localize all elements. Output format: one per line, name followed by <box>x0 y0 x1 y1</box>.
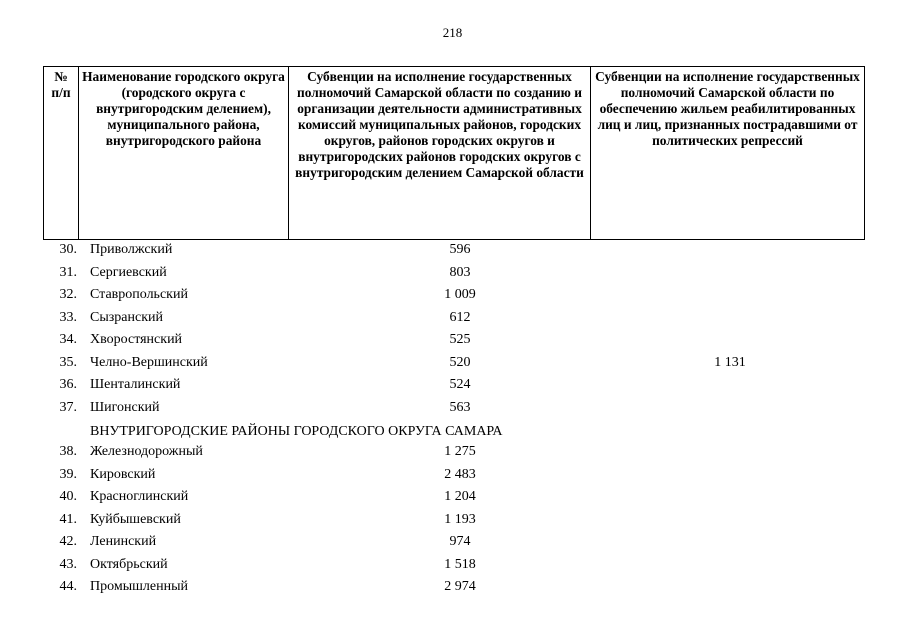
row-name: Куйбышевский <box>90 511 181 527</box>
table-row <box>0 441 905 463</box>
table-row <box>0 374 905 396</box>
table-row <box>0 329 905 351</box>
row-value-commissions: 974 <box>449 534 471 549</box>
row-name: Кировский <box>90 466 156 482</box>
row-name: Шигонский <box>90 399 160 415</box>
row-number: 42. <box>59 534 77 549</box>
section-title: ВНУТРИГОРОДСКИЕ РАЙОНЫ ГОРОДСКОГО ОКРУГА САМАРА <box>90 424 503 439</box>
row-number: 33. <box>59 309 77 325</box>
row-value-commissions: 803 <box>449 264 471 280</box>
row-value-commissions: 520 <box>449 354 471 370</box>
row-value-commissions: 1 275 <box>444 444 476 459</box>
table-header <box>43 66 865 240</box>
row-value-commissions: 563 <box>449 399 471 415</box>
row-value-commissions: 1 193 <box>444 511 476 527</box>
row-name: Челно-Вершинский <box>90 354 208 370</box>
row-number: 35. <box>59 354 77 370</box>
row-number: 31. <box>59 264 77 280</box>
row-number: 38. <box>59 444 77 459</box>
row-number: 32. <box>59 287 77 302</box>
row-value-housing: 1 131 <box>714 354 746 370</box>
table-row <box>0 509 905 531</box>
row-name: Красноглинский <box>90 489 189 504</box>
table-row <box>0 352 905 374</box>
row-value-commissions: 612 <box>449 309 471 325</box>
row-name: Ставропольский <box>90 287 188 302</box>
row-number: 40. <box>59 489 77 504</box>
row-name: Приволжский <box>90 242 173 257</box>
row-value-commissions: 596 <box>449 242 471 257</box>
header-admin-commissions: Субвенции на исполнение государственных полномочий Самарской области по созданию и организации деятельности административных комиссий муниципальных районов, городских округов, районов городских округов и внутригородских районов городских округов с внутригородским делением Самарской области <box>289 67 591 240</box>
table-row <box>0 464 905 486</box>
row-name: Ленинский <box>90 534 157 549</box>
table-row <box>0 239 905 261</box>
row-name: Октябрьский <box>90 556 168 572</box>
row-number: 30. <box>59 242 77 257</box>
row-name: Сергиевский <box>90 264 167 280</box>
row-value-commissions: 525 <box>449 332 471 347</box>
row-number: 37. <box>59 399 77 415</box>
row-name: Шенталинский <box>90 377 181 392</box>
row-name: Железнодорожный <box>90 444 203 459</box>
row-name: Сызранский <box>90 309 163 325</box>
row-value-commissions: 1 009 <box>444 287 476 302</box>
row-value-commissions: 524 <box>449 377 471 392</box>
row-value-commissions: 2 483 <box>444 466 476 482</box>
row-number: 41. <box>59 511 77 527</box>
row-value-commissions: 1 204 <box>444 489 476 504</box>
table-row <box>0 262 905 284</box>
header-number: № п/п <box>44 67 79 240</box>
row-name: Промышленный <box>90 579 188 594</box>
table-row <box>0 397 905 419</box>
table-row <box>0 486 905 508</box>
page-number: 218 <box>442 25 463 40</box>
table-row <box>0 284 905 306</box>
row-number: 34. <box>59 332 77 347</box>
row-number: 36. <box>59 377 77 392</box>
table-row <box>0 307 905 329</box>
table-row <box>0 576 905 598</box>
row-name: Хворостянский <box>90 332 183 347</box>
row-value-commissions: 1 518 <box>444 556 476 572</box>
row-value-commissions: 2 974 <box>444 579 476 594</box>
table-row <box>0 554 905 576</box>
row-number: 44. <box>59 579 77 594</box>
header-rehabilitated-housing: Субвенции на исполнение государственных полномочий Самарской области по обеспечению жильем реабилитированных лиц и лиц, признанных пострадавшими от политических репрессий <box>591 67 865 240</box>
row-number: 39. <box>59 466 77 482</box>
header-name: Наименование городского округа (городского округа с внутригородским делением), муниципального района, внутригородского района <box>79 67 289 240</box>
table-row <box>0 531 905 553</box>
row-number: 43. <box>59 556 77 572</box>
